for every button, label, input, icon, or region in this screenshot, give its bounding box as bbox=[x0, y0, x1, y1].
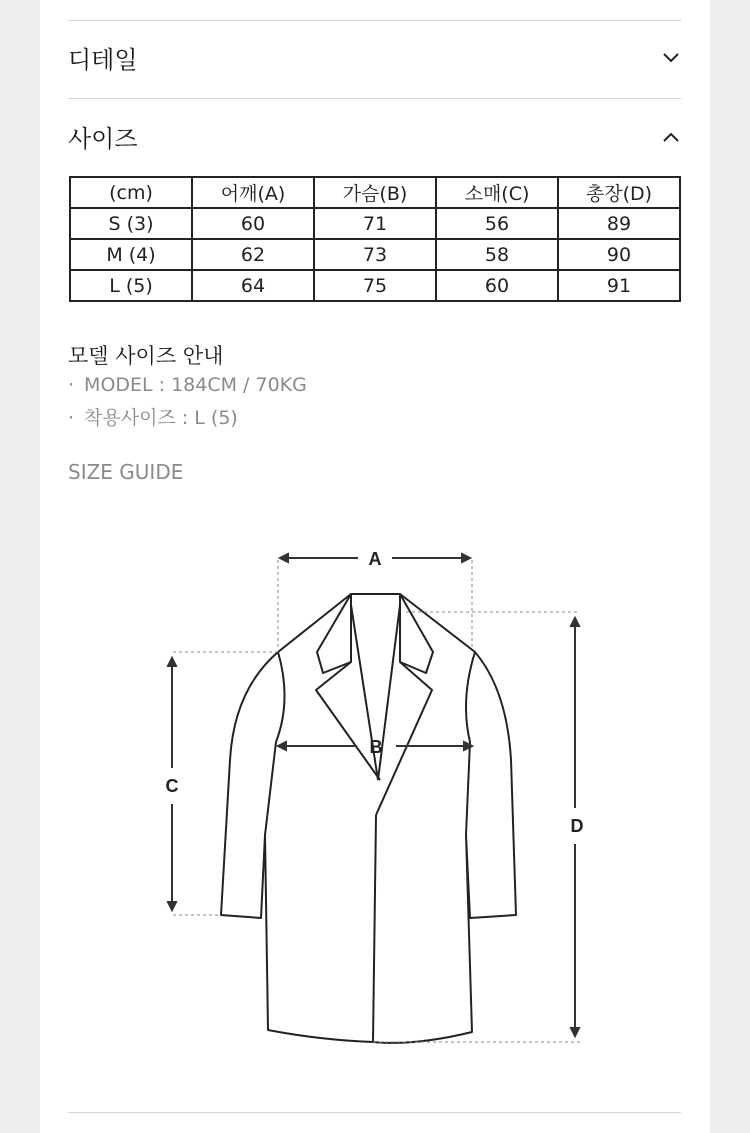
table-cell: M (4) bbox=[70, 239, 192, 270]
measure-label-d: D bbox=[570, 816, 584, 836]
table-cell: 58 bbox=[436, 239, 558, 270]
model-size-title: 모델 사이즈 안내 bbox=[68, 344, 224, 368]
table-cell: 62 bbox=[192, 239, 314, 270]
model-measurement: MODEL : 184CM / 70KG bbox=[84, 374, 307, 396]
table-cell: 89 bbox=[558, 208, 680, 239]
table-cell: S (3) bbox=[70, 208, 192, 239]
table-cell: 60 bbox=[436, 270, 558, 301]
table-header-cell: 총장(D) bbox=[558, 177, 680, 208]
table-header-cell: 가슴(B) bbox=[314, 177, 436, 208]
table-header-cell: 어깨(A) bbox=[192, 177, 314, 208]
table-cell: 90 bbox=[558, 239, 680, 270]
bullet-icon: · bbox=[68, 374, 75, 396]
table-cell: 71 bbox=[314, 208, 436, 239]
table-cell: 64 bbox=[192, 270, 314, 301]
table-header-cell: 소매(C) bbox=[436, 177, 558, 208]
detail-section-title: 디테일 bbox=[68, 46, 138, 74]
measure-label-a: A bbox=[368, 549, 382, 569]
model-worn-size: 착용사이즈 : L (5) bbox=[84, 407, 238, 429]
product-info-panel bbox=[40, 0, 710, 1133]
table-cell: 73 bbox=[314, 239, 436, 270]
size-section-title: 사이즈 bbox=[68, 125, 138, 153]
size-guide-title: SIZE GUIDE bbox=[68, 460, 184, 484]
coat-measurement-diagram bbox=[40, 0, 710, 1133]
table-cell: 75 bbox=[314, 270, 436, 301]
measure-label-b: B bbox=[369, 737, 383, 757]
coat-illustration bbox=[221, 594, 516, 1043]
table-cell: 56 bbox=[436, 208, 558, 239]
table-cell: 60 bbox=[192, 208, 314, 239]
table-cell: 91 bbox=[558, 270, 680, 301]
measure-label-c: C bbox=[165, 776, 179, 796]
table-header-cell: (cm) bbox=[70, 177, 192, 208]
divider bbox=[68, 1112, 681, 1113]
table-cell: L (5) bbox=[70, 270, 192, 301]
bullet-icon: · bbox=[68, 407, 75, 429]
